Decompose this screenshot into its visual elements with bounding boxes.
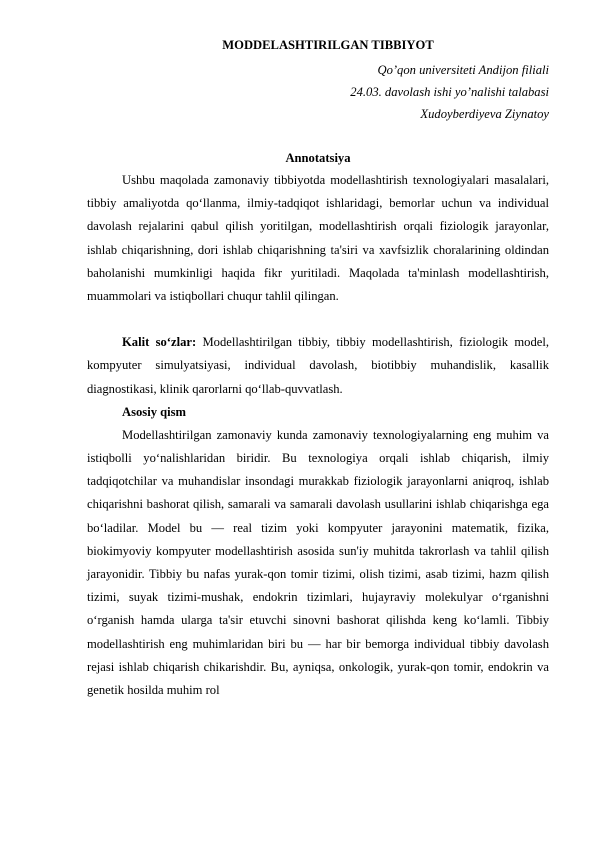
keywords-paragraph xyxy=(87,331,549,401)
abstract-text: Ushbu maqolada zamonaviy tibbiyotda modellashtirish texnologiyalari masalalari, tibbiy amaliyotda qo‘llanma, ilmiy-tadqiqot ishlaridagi, bemorlar uchun va individual davolash rejalarini qabul qilish yoritilgan, modellashtirish orqali fiziologik jarayonlar, ishlab chiqarishning, dori ishlab chiqarishning ta'siri va xavfsizlik choralarining oldindan baholanishi mumkinligi haqida fikr yuritiladi. Maqolada ta'minlash modellashtirish, muammolari va istiqbollari chuqur tahlil qilingan. xyxy=(87,173,549,304)
main-section-heading: Asosiy qism xyxy=(122,404,187,419)
abstract-heading: Annotatsiya xyxy=(285,151,351,165)
main-section-text: Modellashtirilgan zamonaviy kunda zamonaviy texnologiyalarning eng muhim va istiqbolli yo‘nalishlaridan biridir. Bu texnologiya orqali ishlab chiqarish, ilmiy tadqiqotchilar va muhandislar insondagi murakkab fiziologik jarayonlarni aniqroq, ishlab chiqarishni bashorat qilish, samarali va samarali davolash usullarini ishlab chiqarishga ega bo‘ladilar. Model bu — real tizim yoki kompyuter jarayonini matematik, fizika, biokimyoviy kompyuter modellashtirish asosida sun'iy muhitda takrorlash va tahlil qilish jarayonidir. Tibbiy bu nafas yurak-qon tomir tizimi, olish tizimi, asab tizimi, hazm qilish tizimi, suyak tizimi-mushak, endokrin tizimlari, hujayraviy molekulyar o‘rganishni o‘rganish hamda ularga ta'sir etuvchi sinovni bashorat qilishda keng ko‘lamli. Tibbiy modellashtirish eng muhimlaridan biri bu — har bir bemorga individual tibbiy davolash rejasi ishlab chiqarish chikarishdir. Bu, ayniqsa, onkologik, yurak-qon tomir, endokrin va genetik hosilda muhim rol xyxy=(87,427,549,698)
spacer xyxy=(87,308,549,331)
affiliation-university: Qo’qon universiteti Andijon filiali xyxy=(377,63,549,77)
keywords-text: Modellashtirilgan tibbiy, tibbiy modellashtirish, fiziologik model, kompyuter simulyatsiyasi, individual davolash, biotibbiy muhandislik, kasallik diagnostikasi, klinik qarorlarni qo‘llab-quvvatlash. xyxy=(87,335,549,396)
article-title: MODDELASHTIRILGAN TIBBIYOT xyxy=(222,38,434,52)
keywords-label: Kalit so‘zlar: xyxy=(122,335,197,350)
document-page xyxy=(87,37,549,702)
affiliation-program: 24.03. davolash ishi yo’nalishi talabasi xyxy=(350,85,549,99)
author-name: Xudoyberdiyeva Ziynatoy xyxy=(420,107,549,121)
